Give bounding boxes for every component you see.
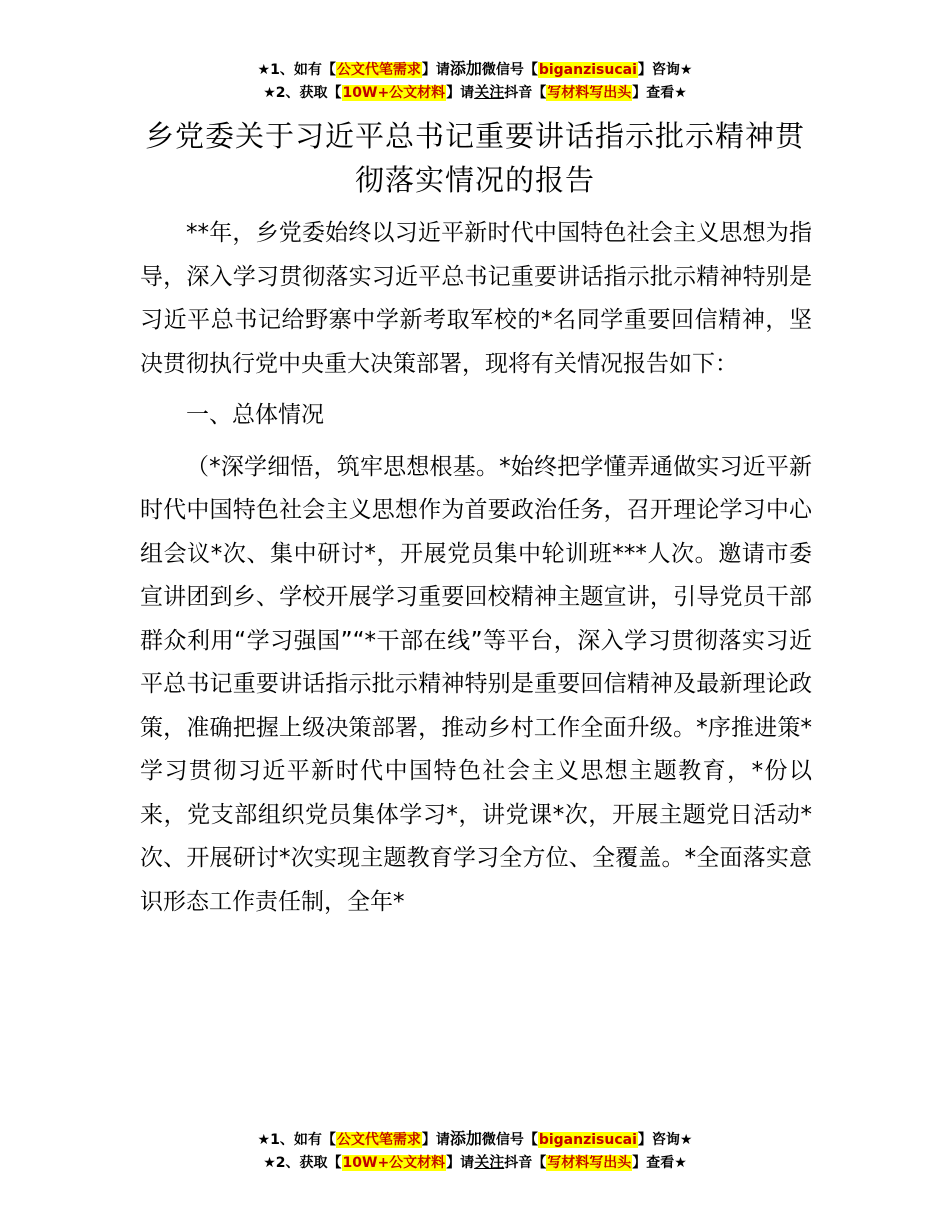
ad-highlight: 公文代笔需求 <box>336 1132 421 1148</box>
ad-text: 】查看★ <box>632 1155 687 1171</box>
ad-text: ★1、如有【 <box>257 62 336 78</box>
ad-line-1 <box>0 58 950 81</box>
section-heading: 一、总体情况 <box>186 402 324 428</box>
ad-text: 抖音【 <box>504 1155 547 1171</box>
ad-text: 】咨询★ <box>637 1132 693 1148</box>
ad-text: 微信号【 <box>481 62 538 78</box>
ad-text: 】请 <box>446 85 475 101</box>
ad-line-2 <box>0 81 950 104</box>
header-ad-banner <box>0 58 950 104</box>
document-body <box>140 212 812 924</box>
ad-emphasis: 关注 <box>474 83 505 101</box>
ad-text: ★1、如有【 <box>257 1132 336 1148</box>
document-title: 乡党委关于习近平总书记重要讲话指示批示精神贯彻落实情况的报告 <box>144 119 805 197</box>
ad-text: 】查看★ <box>632 85 687 101</box>
ad-text: 】请 <box>421 1132 450 1148</box>
ad-text: 】咨询★ <box>637 62 693 78</box>
ad-emphasis: 添加 <box>449 59 482 78</box>
ad-emphasis: 添加 <box>449 1129 482 1148</box>
douyin-account: 写材料写出头 <box>547 85 632 101</box>
douyin-account: 写材料写出头 <box>547 1155 632 1171</box>
ad-emphasis: 关注 <box>474 1153 505 1171</box>
ad-highlight: 10W+公文材料 <box>342 1155 446 1171</box>
ad-highlight: 公文代笔需求 <box>336 62 421 78</box>
ad-text: 微信号【 <box>481 1132 538 1148</box>
wechat-id: biganzisucai <box>538 1132 637 1148</box>
ad-text: 】请 <box>421 62 450 78</box>
ad-text: ★2、获取【 <box>263 1155 342 1171</box>
ad-highlight: 10W+公文材料 <box>342 85 446 101</box>
ad-line-1 <box>0 1128 950 1151</box>
wechat-id: biganzisucai <box>538 62 637 78</box>
ad-line-2 <box>0 1151 950 1174</box>
footer-ad-banner <box>0 1128 950 1174</box>
ad-text: 抖音【 <box>504 85 547 101</box>
ad-text: 】请 <box>446 1155 475 1171</box>
intro-paragraph: **年，乡党委始终以习近平新时代中国特色社会主义思想为指导，深入学习贯彻落实习近平总书记重要讲话指示批示精神特别是习近平总书记给野寨中学新考取军校的*名同学重要回信精神，坚决贯彻执行党中央重大决策部署，现将有关情况报告如下： <box>140 220 812 377</box>
section-paragraph: （*深学细悟，筑牢思想根基。*始终把学懂弄通做实习近平新时代中国特色社会主义思想作为首要政治任务，召开理论学习中心组会议*次、集中研讨*，开展党员集中轮训班***人次。邀请市委宣讲团到乡、学校开展学习重要回校精神主题宣讲，引导党员干部群众利用“学习强国”“*干部在线”等平台，深入学习贯彻落实习近平总书记重要讲话指示批示精神特别是重要回信精神及最新理论政策，准确把握上级决策部署，推动乡村工作全面升级。*序推进策*学习贯彻习近平新时代中国特色社会主义思想主题教育，*份以来，党支部组织党员集体学习*，讲党课*次，开展主题党日活动*次、开展研讨*次实现主题教育学习全方位、全覆盖。*全面落实意识形态工作责任制，全年* <box>140 453 812 915</box>
ad-text: ★2、获取【 <box>263 85 342 101</box>
